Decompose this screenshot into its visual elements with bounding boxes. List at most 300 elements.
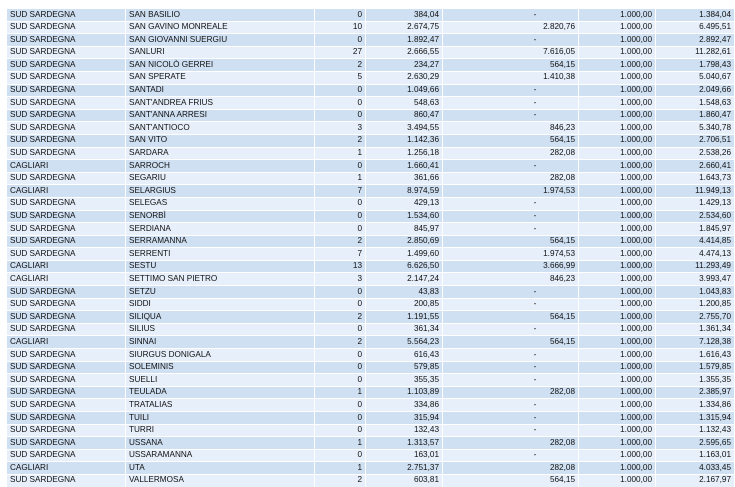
fixed-amount-cell: 1.000,00 xyxy=(579,185,656,198)
data-table-sheet xyxy=(7,8,731,487)
amount-a-cell: 315,94 xyxy=(366,412,443,425)
municipality-funding-table xyxy=(7,8,735,487)
municipality-cell: SELEGAS xyxy=(126,197,315,210)
total-cell: 11.949,13 xyxy=(656,185,735,198)
fixed-amount-cell: 1.000,00 xyxy=(579,160,656,173)
municipality-cell: SELARGIUS xyxy=(126,185,315,198)
amount-b-cell: - xyxy=(443,34,579,47)
table-row xyxy=(7,21,735,34)
total-cell: 5.340,78 xyxy=(656,122,735,135)
municipality-cell: SAN SPERATE xyxy=(126,71,315,84)
amount-b-cell: - xyxy=(443,424,579,437)
total-cell: 7.128,38 xyxy=(656,336,735,349)
fixed-amount-cell: 1.000,00 xyxy=(579,210,656,223)
fixed-amount-cell: 1.000,00 xyxy=(579,147,656,160)
fixed-amount-cell: 1.000,00 xyxy=(579,349,656,362)
table-row xyxy=(7,46,735,59)
amount-b-cell: 1.974,53 xyxy=(443,185,579,198)
province-cell: SUD SARDEGNA xyxy=(7,235,126,248)
total-cell: 1.132,43 xyxy=(656,424,735,437)
amount-a-cell: 1.142,36 xyxy=(366,134,443,147)
fixed-amount-cell: 1.000,00 xyxy=(579,336,656,349)
total-cell: 1.361,34 xyxy=(656,323,735,336)
total-cell: 2.538,26 xyxy=(656,147,735,160)
fixed-amount-cell: 1.000,00 xyxy=(579,386,656,399)
table-row xyxy=(7,298,735,311)
fixed-amount-cell: 1.000,00 xyxy=(579,374,656,387)
table-row xyxy=(7,399,735,412)
municipality-cell: SAN VITO xyxy=(126,134,315,147)
fixed-amount-cell: 1.000,00 xyxy=(579,323,656,336)
province-cell: SUD SARDEGNA xyxy=(7,147,126,160)
count-cell: 0 xyxy=(315,412,366,425)
amount-a-cell: 1.313,57 xyxy=(366,437,443,450)
municipality-cell: USSANA xyxy=(126,437,315,450)
amount-a-cell: 361,66 xyxy=(366,172,443,185)
amount-b-cell: 3.666,99 xyxy=(443,260,579,273)
amount-a-cell: 8.974,59 xyxy=(366,185,443,198)
fixed-amount-cell: 1.000,00 xyxy=(579,197,656,210)
municipality-cell: SENORBÌ xyxy=(126,210,315,223)
amount-b-cell: 564,15 xyxy=(443,336,579,349)
amount-a-cell: 548,63 xyxy=(366,97,443,110)
count-cell: 1 xyxy=(315,462,366,475)
amount-a-cell: 355,35 xyxy=(366,374,443,387)
total-cell: 1.043,83 xyxy=(656,286,735,299)
table-row xyxy=(7,172,735,185)
amount-a-cell: 603,81 xyxy=(366,474,443,486)
count-cell: 7 xyxy=(315,248,366,261)
total-cell: 2.660,41 xyxy=(656,160,735,173)
amount-b-cell: 282,08 xyxy=(443,172,579,185)
count-cell: 0 xyxy=(315,97,366,110)
table-body xyxy=(7,9,735,487)
amount-a-cell: 1.049,66 xyxy=(366,84,443,97)
amount-b-cell: 846,23 xyxy=(443,122,579,135)
table-row xyxy=(7,361,735,374)
table-row xyxy=(7,462,735,475)
total-cell: 2.706,51 xyxy=(656,134,735,147)
fixed-amount-cell: 1.000,00 xyxy=(579,248,656,261)
fixed-amount-cell: 1.000,00 xyxy=(579,424,656,437)
count-cell: 1 xyxy=(315,437,366,450)
amount-a-cell: 2.666,55 xyxy=(366,46,443,59)
province-cell: SUD SARDEGNA xyxy=(7,109,126,122)
count-cell: 0 xyxy=(315,84,366,97)
amount-a-cell: 132,43 xyxy=(366,424,443,437)
table-row xyxy=(7,134,735,147)
fixed-amount-cell: 1.000,00 xyxy=(579,97,656,110)
province-cell: CAGLIARI xyxy=(7,462,126,475)
table-row xyxy=(7,386,735,399)
fixed-amount-cell: 1.000,00 xyxy=(579,273,656,286)
table-row xyxy=(7,235,735,248)
table-row xyxy=(7,197,735,210)
amount-a-cell: 2.147,24 xyxy=(366,273,443,286)
total-cell: 11.293,49 xyxy=(656,260,735,273)
province-cell: SUD SARDEGNA xyxy=(7,361,126,374)
province-cell: SUD SARDEGNA xyxy=(7,424,126,437)
total-cell: 6.495,51 xyxy=(656,21,735,34)
municipality-cell: SANLURI xyxy=(126,46,315,59)
fixed-amount-cell: 1.000,00 xyxy=(579,449,656,462)
table-row xyxy=(7,71,735,84)
table-row xyxy=(7,286,735,299)
count-cell: 13 xyxy=(315,260,366,273)
municipality-cell: SAN NICOLÒ GERREI xyxy=(126,59,315,72)
municipality-cell: USSARAMANNA xyxy=(126,449,315,462)
total-cell: 1.798,43 xyxy=(656,59,735,72)
amount-b-cell: 564,15 xyxy=(443,311,579,324)
amount-b-cell: 846,23 xyxy=(443,273,579,286)
amount-b-cell: - xyxy=(443,286,579,299)
total-cell: 2.892,47 xyxy=(656,34,735,47)
table-row xyxy=(7,374,735,387)
amount-b-cell: - xyxy=(443,399,579,412)
count-cell: 2 xyxy=(315,474,366,486)
amount-b-cell: - xyxy=(443,109,579,122)
amount-a-cell: 2.630,29 xyxy=(366,71,443,84)
province-cell: SUD SARDEGNA xyxy=(7,311,126,324)
amount-a-cell: 1.892,47 xyxy=(366,34,443,47)
count-cell: 0 xyxy=(315,399,366,412)
municipality-cell: SIDDI xyxy=(126,298,315,311)
amount-b-cell: 282,08 xyxy=(443,147,579,160)
municipality-cell: SINNAI xyxy=(126,336,315,349)
province-cell: SUD SARDEGNA xyxy=(7,172,126,185)
total-cell: 4.414,85 xyxy=(656,235,735,248)
total-cell: 5.040,67 xyxy=(656,71,735,84)
municipality-cell: SARROCH xyxy=(126,160,315,173)
table-row xyxy=(7,273,735,286)
municipality-cell: SUELLI xyxy=(126,374,315,387)
amount-b-cell: 1.974,53 xyxy=(443,248,579,261)
province-cell: SUD SARDEGNA xyxy=(7,223,126,236)
province-cell: SUD SARDEGNA xyxy=(7,9,126,22)
province-cell: CAGLIARI xyxy=(7,336,126,349)
province-cell: CAGLIARI xyxy=(7,185,126,198)
amount-b-cell: - xyxy=(443,9,579,22)
amount-b-cell: - xyxy=(443,449,579,462)
count-cell: 1 xyxy=(315,147,366,160)
fixed-amount-cell: 1.000,00 xyxy=(579,134,656,147)
amount-b-cell: 564,15 xyxy=(443,235,579,248)
total-cell: 1.860,47 xyxy=(656,109,735,122)
count-cell: 27 xyxy=(315,46,366,59)
total-cell: 1.384,04 xyxy=(656,9,735,22)
total-cell: 2.167,97 xyxy=(656,474,735,486)
municipality-cell: SETZU xyxy=(126,286,315,299)
total-cell: 1.548,63 xyxy=(656,97,735,110)
amount-a-cell: 200,85 xyxy=(366,298,443,311)
total-cell: 2.385,97 xyxy=(656,386,735,399)
province-cell: SUD SARDEGNA xyxy=(7,286,126,299)
amount-a-cell: 6.626,50 xyxy=(366,260,443,273)
province-cell: SUD SARDEGNA xyxy=(7,71,126,84)
total-cell: 1.355,35 xyxy=(656,374,735,387)
total-cell: 3.993,47 xyxy=(656,273,735,286)
amount-b-cell: 282,08 xyxy=(443,386,579,399)
province-cell: SUD SARDEGNA xyxy=(7,59,126,72)
table-row xyxy=(7,311,735,324)
table-row xyxy=(7,424,735,437)
table-row xyxy=(7,109,735,122)
province-cell: SUD SARDEGNA xyxy=(7,349,126,362)
count-cell: 0 xyxy=(315,210,366,223)
amount-b-cell: - xyxy=(443,210,579,223)
province-cell: SUD SARDEGNA xyxy=(7,34,126,47)
total-cell: 1.334,86 xyxy=(656,399,735,412)
province-cell: SUD SARDEGNA xyxy=(7,412,126,425)
municipality-cell: SEGARIU xyxy=(126,172,315,185)
municipality-cell: SILIUS xyxy=(126,323,315,336)
fixed-amount-cell: 1.000,00 xyxy=(579,361,656,374)
amount-a-cell: 384,04 xyxy=(366,9,443,22)
fixed-amount-cell: 1.000,00 xyxy=(579,412,656,425)
province-cell: SUD SARDEGNA xyxy=(7,374,126,387)
count-cell: 0 xyxy=(315,424,366,437)
amount-b-cell: 564,15 xyxy=(443,134,579,147)
count-cell: 0 xyxy=(315,361,366,374)
table-row xyxy=(7,122,735,135)
amount-a-cell: 334,86 xyxy=(366,399,443,412)
total-cell: 1.200,85 xyxy=(656,298,735,311)
total-cell: 1.163,01 xyxy=(656,449,735,462)
total-cell: 1.845,97 xyxy=(656,223,735,236)
table-row xyxy=(7,9,735,22)
municipality-cell: TUILI xyxy=(126,412,315,425)
count-cell: 0 xyxy=(315,9,366,22)
municipality-cell: SERDIANA xyxy=(126,223,315,236)
table-row xyxy=(7,248,735,261)
amount-b-cell: 1.410,38 xyxy=(443,71,579,84)
amount-a-cell: 2.751,37 xyxy=(366,462,443,475)
amount-b-cell: 564,15 xyxy=(443,474,579,486)
municipality-cell: SILIQUA xyxy=(126,311,315,324)
province-cell: CAGLIARI xyxy=(7,260,126,273)
province-cell: SUD SARDEGNA xyxy=(7,84,126,97)
amount-a-cell: 5.564,23 xyxy=(366,336,443,349)
count-cell: 2 xyxy=(315,311,366,324)
count-cell: 1 xyxy=(315,386,366,399)
amount-a-cell: 1.256,18 xyxy=(366,147,443,160)
amount-b-cell: 564,15 xyxy=(443,59,579,72)
fixed-amount-cell: 1.000,00 xyxy=(579,172,656,185)
amount-a-cell: 1.534,60 xyxy=(366,210,443,223)
total-cell: 4.033,45 xyxy=(656,462,735,475)
municipality-cell: SAN GIOVANNI SUERGIU xyxy=(126,34,315,47)
table-row xyxy=(7,336,735,349)
fixed-amount-cell: 1.000,00 xyxy=(579,223,656,236)
table-row xyxy=(7,84,735,97)
count-cell: 10 xyxy=(315,21,366,34)
fixed-amount-cell: 1.000,00 xyxy=(579,286,656,299)
fixed-amount-cell: 1.000,00 xyxy=(579,34,656,47)
province-cell: SUD SARDEGNA xyxy=(7,122,126,135)
table-row xyxy=(7,260,735,273)
table-row xyxy=(7,160,735,173)
amount-a-cell: 2.674,75 xyxy=(366,21,443,34)
amount-b-cell: - xyxy=(443,84,579,97)
province-cell: SUD SARDEGNA xyxy=(7,248,126,261)
municipality-cell: SERRENTI xyxy=(126,248,315,261)
municipality-cell: SAN BASILIO xyxy=(126,9,315,22)
province-cell: SUD SARDEGNA xyxy=(7,386,126,399)
province-cell: SUD SARDEGNA xyxy=(7,21,126,34)
table-row xyxy=(7,59,735,72)
fixed-amount-cell: 1.000,00 xyxy=(579,399,656,412)
total-cell: 1.429,13 xyxy=(656,197,735,210)
municipality-cell: TRATALIAS xyxy=(126,399,315,412)
amount-b-cell: - xyxy=(443,374,579,387)
amount-a-cell: 845,97 xyxy=(366,223,443,236)
table-row xyxy=(7,349,735,362)
count-cell: 2 xyxy=(315,235,366,248)
municipality-cell: SANT'ANTIOCO xyxy=(126,122,315,135)
amount-a-cell: 1.660,41 xyxy=(366,160,443,173)
fixed-amount-cell: 1.000,00 xyxy=(579,21,656,34)
fixed-amount-cell: 1.000,00 xyxy=(579,122,656,135)
count-cell: 1 xyxy=(315,172,366,185)
fixed-amount-cell: 1.000,00 xyxy=(579,84,656,97)
table-row xyxy=(7,474,735,486)
municipality-cell: TURRI xyxy=(126,424,315,437)
fixed-amount-cell: 1.000,00 xyxy=(579,71,656,84)
count-cell: 0 xyxy=(315,286,366,299)
province-cell: SUD SARDEGNA xyxy=(7,399,126,412)
fixed-amount-cell: 1.000,00 xyxy=(579,9,656,22)
municipality-cell: SERRAMANNA xyxy=(126,235,315,248)
count-cell: 2 xyxy=(315,336,366,349)
municipality-cell: SIURGUS DONIGALA xyxy=(126,349,315,362)
province-cell: SUD SARDEGNA xyxy=(7,298,126,311)
total-cell: 2.755,70 xyxy=(656,311,735,324)
table-row xyxy=(7,449,735,462)
province-cell: CAGLIARI xyxy=(7,160,126,173)
municipality-cell: SARDARA xyxy=(126,147,315,160)
amount-b-cell: - xyxy=(443,197,579,210)
total-cell: 2.049,66 xyxy=(656,84,735,97)
count-cell: 5 xyxy=(315,71,366,84)
total-cell: 1.315,94 xyxy=(656,412,735,425)
count-cell: 2 xyxy=(315,134,366,147)
count-cell: 0 xyxy=(315,298,366,311)
count-cell: 0 xyxy=(315,223,366,236)
amount-a-cell: 579,85 xyxy=(366,361,443,374)
count-cell: 3 xyxy=(315,273,366,286)
province-cell: SUD SARDEGNA xyxy=(7,437,126,450)
count-cell: 7 xyxy=(315,185,366,198)
amount-a-cell: 2.850,69 xyxy=(366,235,443,248)
fixed-amount-cell: 1.000,00 xyxy=(579,235,656,248)
fixed-amount-cell: 1.000,00 xyxy=(579,59,656,72)
municipality-cell: UTA xyxy=(126,462,315,475)
count-cell: 0 xyxy=(315,323,366,336)
province-cell: SUD SARDEGNA xyxy=(7,449,126,462)
count-cell: 0 xyxy=(315,160,366,173)
total-cell: 1.643,73 xyxy=(656,172,735,185)
amount-b-cell: - xyxy=(443,97,579,110)
total-cell: 4.474,13 xyxy=(656,248,735,261)
amount-b-cell: - xyxy=(443,349,579,362)
amount-a-cell: 1.103,89 xyxy=(366,386,443,399)
amount-b-cell: 282,08 xyxy=(443,462,579,475)
fixed-amount-cell: 1.000,00 xyxy=(579,109,656,122)
province-cell: SUD SARDEGNA xyxy=(7,134,126,147)
amount-a-cell: 1.191,55 xyxy=(366,311,443,324)
fixed-amount-cell: 1.000,00 xyxy=(579,437,656,450)
amount-a-cell: 361,34 xyxy=(366,323,443,336)
province-cell: SUD SARDEGNA xyxy=(7,474,126,486)
province-cell: SUD SARDEGNA xyxy=(7,46,126,59)
fixed-amount-cell: 1.000,00 xyxy=(579,46,656,59)
table-row xyxy=(7,412,735,425)
count-cell: 2 xyxy=(315,59,366,72)
amount-a-cell: 860,47 xyxy=(366,109,443,122)
municipality-cell: SETTIMO SAN PIETRO xyxy=(126,273,315,286)
amount-a-cell: 43,83 xyxy=(366,286,443,299)
count-cell: 3 xyxy=(315,122,366,135)
table-row xyxy=(7,147,735,160)
province-cell: SUD SARDEGNA xyxy=(7,197,126,210)
fixed-amount-cell: 1.000,00 xyxy=(579,260,656,273)
total-cell: 11.282,61 xyxy=(656,46,735,59)
fixed-amount-cell: 1.000,00 xyxy=(579,474,656,486)
count-cell: 0 xyxy=(315,374,366,387)
count-cell: 0 xyxy=(315,349,366,362)
amount-b-cell: - xyxy=(443,323,579,336)
municipality-cell: SANTADI xyxy=(126,84,315,97)
table-row xyxy=(7,97,735,110)
amount-a-cell: 163,01 xyxy=(366,449,443,462)
amount-b-cell: 2.820,76 xyxy=(443,21,579,34)
count-cell: 0 xyxy=(315,449,366,462)
amount-a-cell: 616,43 xyxy=(366,349,443,362)
amount-b-cell: - xyxy=(443,160,579,173)
amount-a-cell: 429,13 xyxy=(366,197,443,210)
amount-b-cell: - xyxy=(443,361,579,374)
province-cell: SUD SARDEGNA xyxy=(7,210,126,223)
count-cell: 0 xyxy=(315,197,366,210)
municipality-cell: SANT'ANNA ARRESI xyxy=(126,109,315,122)
amount-a-cell: 1.499,60 xyxy=(366,248,443,261)
municipality-cell: SAN GAVINO MONREALE xyxy=(126,21,315,34)
table-row xyxy=(7,34,735,47)
total-cell: 1.579,85 xyxy=(656,361,735,374)
count-cell: 0 xyxy=(315,34,366,47)
total-cell: 2.534,60 xyxy=(656,210,735,223)
fixed-amount-cell: 1.000,00 xyxy=(579,298,656,311)
municipality-cell: SOLEMINIS xyxy=(126,361,315,374)
fixed-amount-cell: 1.000,00 xyxy=(579,311,656,324)
table-row xyxy=(7,223,735,236)
municipality-cell: SANT'ANDREA FRIUS xyxy=(126,97,315,110)
province-cell: CAGLIARI xyxy=(7,273,126,286)
municipality-cell: VALLERMOSA xyxy=(126,474,315,486)
table-row xyxy=(7,210,735,223)
municipality-cell: SESTU xyxy=(126,260,315,273)
count-cell: 0 xyxy=(315,109,366,122)
amount-b-cell: - xyxy=(443,223,579,236)
amount-b-cell: - xyxy=(443,412,579,425)
table-row xyxy=(7,323,735,336)
amount-a-cell: 234,27 xyxy=(366,59,443,72)
fixed-amount-cell: 1.000,00 xyxy=(579,462,656,475)
amount-b-cell: 282,08 xyxy=(443,437,579,450)
province-cell: SUD SARDEGNA xyxy=(7,97,126,110)
amount-b-cell: 7.616,05 xyxy=(443,46,579,59)
amount-b-cell: - xyxy=(443,298,579,311)
